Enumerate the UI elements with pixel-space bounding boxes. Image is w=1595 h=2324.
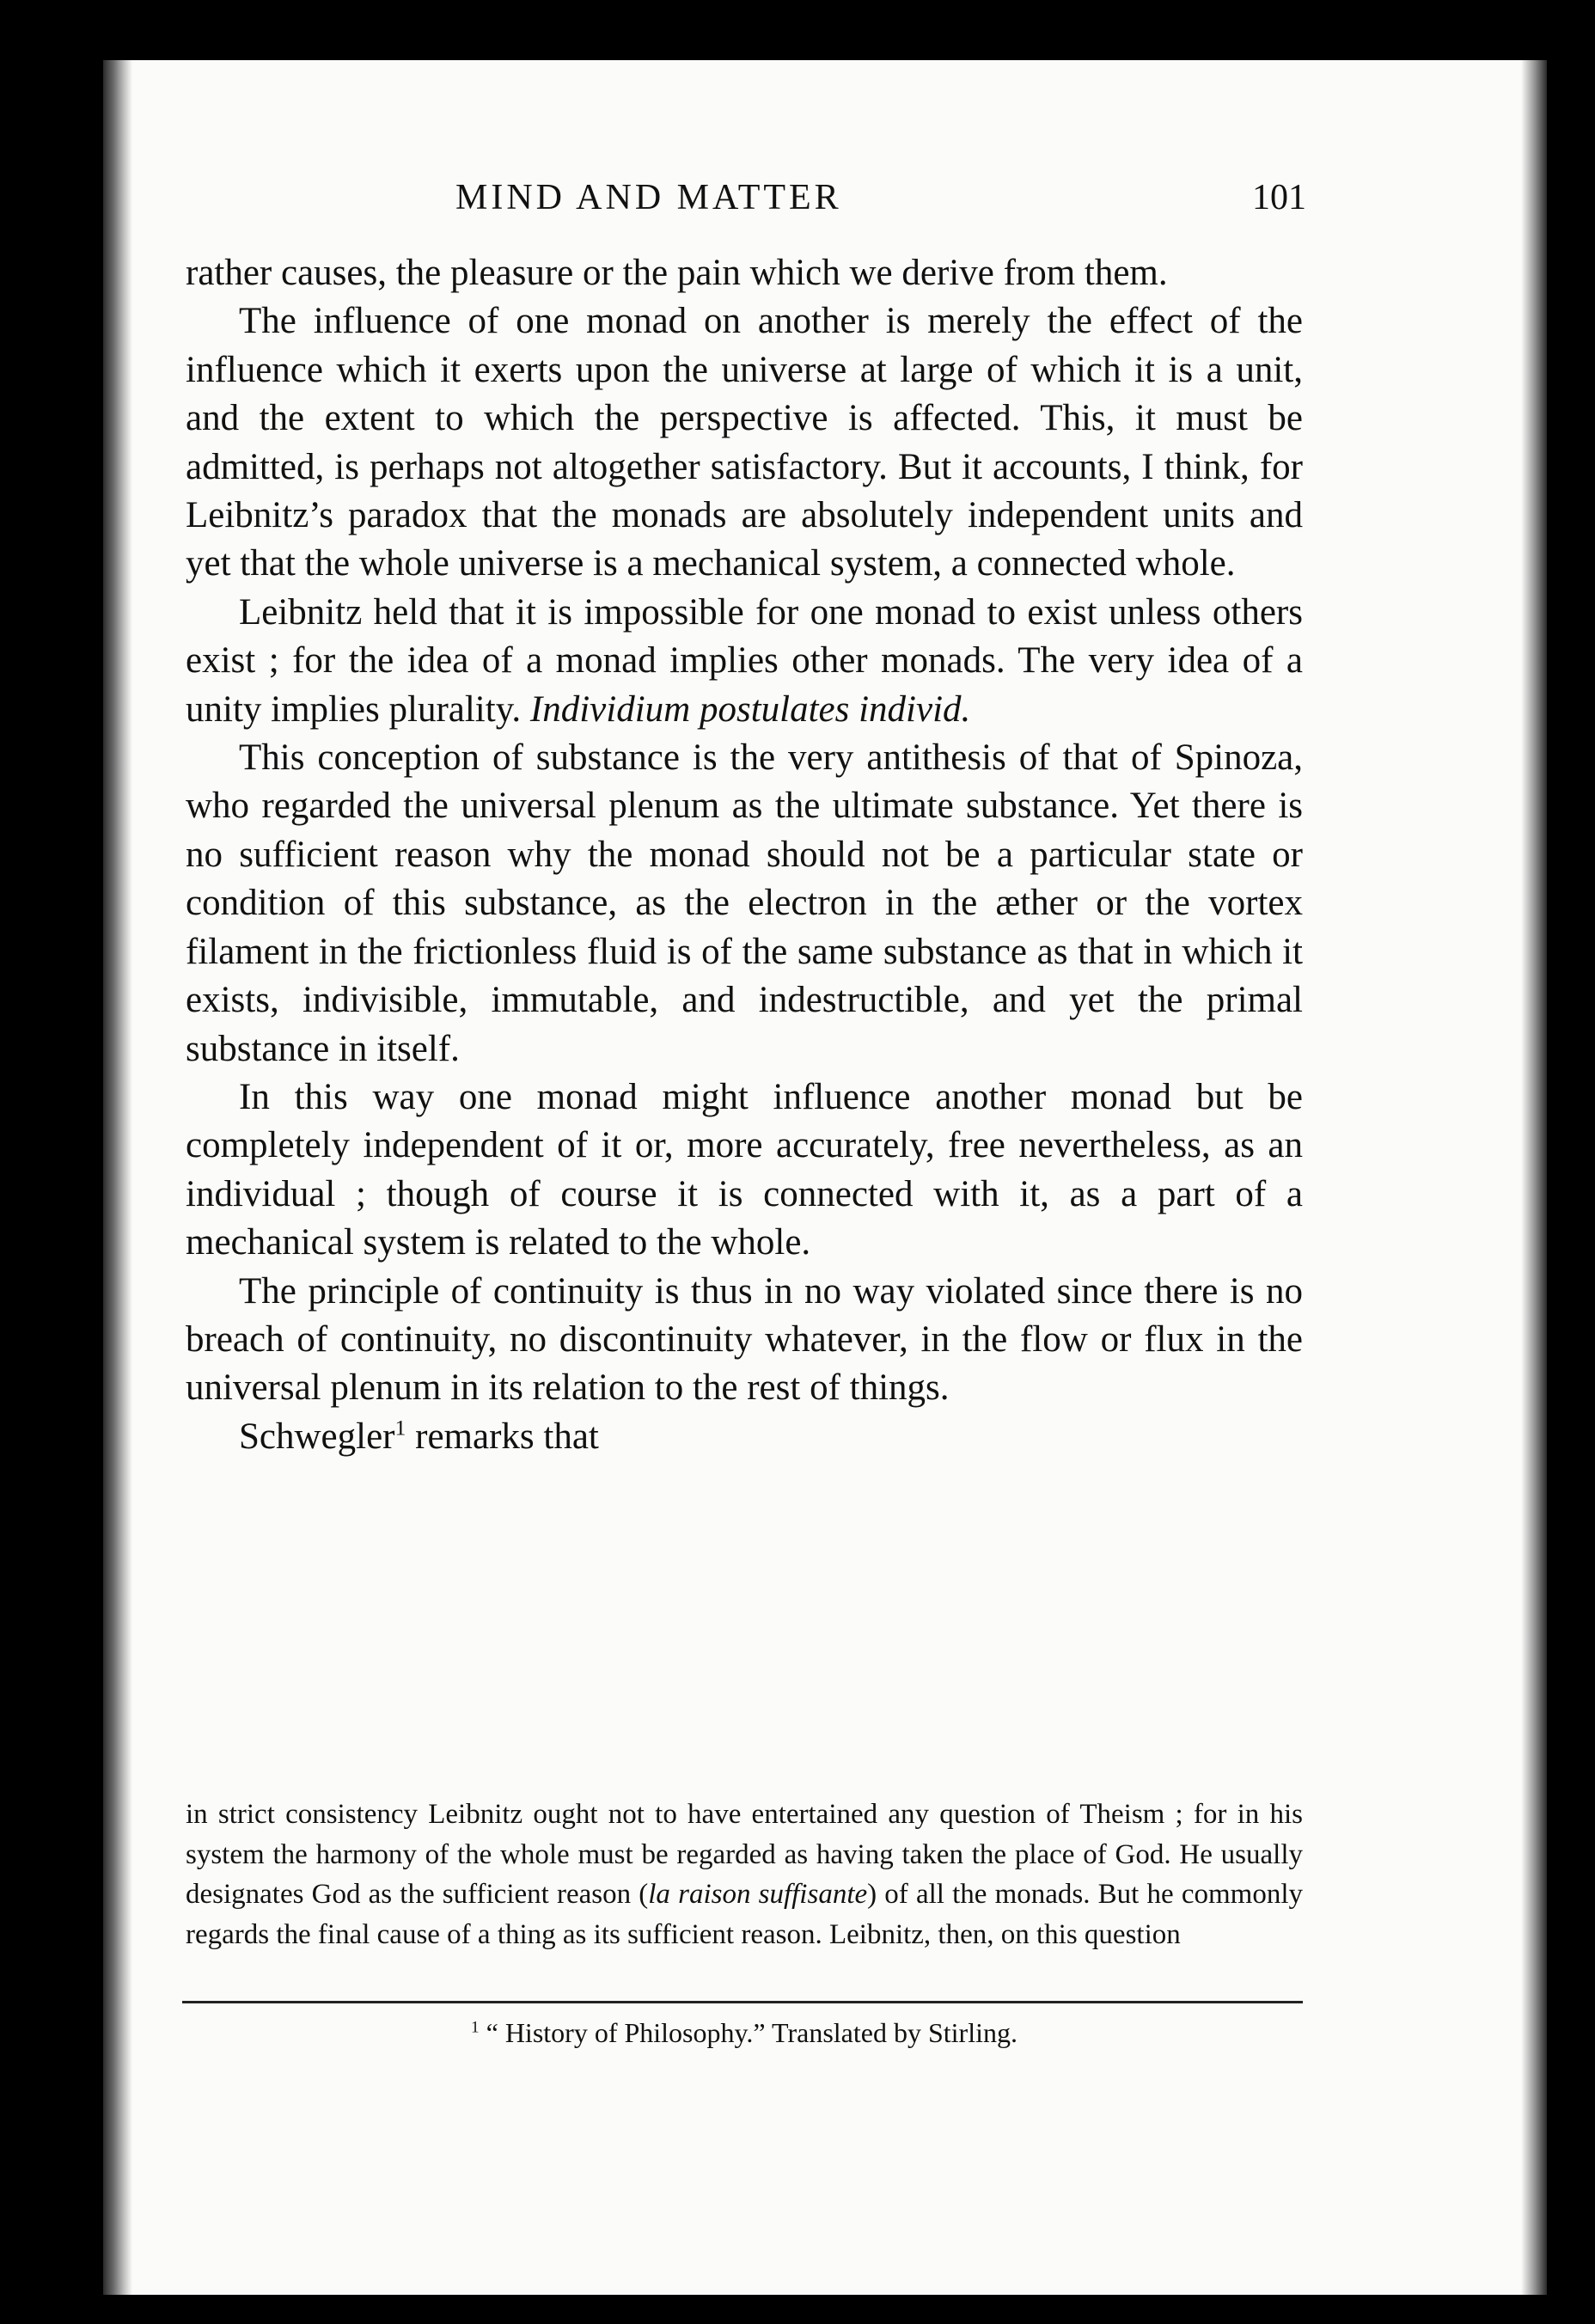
page-header [455, 177, 1306, 229]
footnote [186, 2013, 1303, 2052]
quote-part-2: ) of all the monads. But he commonly regards the final cause of a thing as its sufficient reason. Leibnitz, then, on this question [186, 1879, 1303, 1950]
footnote-text: “ History of Philosophy.” Translated by Stirling. [479, 2017, 1018, 2048]
main-text [186, 249, 1303, 1461]
quote-italic-phrase: la raison suffisante [648, 1879, 868, 1910]
paragraph-7-rest: remarks that [406, 1416, 599, 1457]
quote-part-1: in strict consistency Leibnitz ought not to have entertained any question of Theism ; for in his system the harmony of the whole must be regarded as having taken the place of God. He usually designates God as the sufficient reason ( [186, 1799, 1303, 1910]
block-quote [186, 1795, 1303, 1954]
footnote-divider [182, 2001, 1303, 2003]
author-name: Schwegler [239, 1416, 395, 1457]
page-number: 101 [1252, 178, 1306, 217]
running-title: MIND AND MATTER [455, 178, 842, 217]
paragraph-1: rather causes, the pleasure or the pain which we derive from them. [186, 253, 1168, 293]
page-gutter-shadow [103, 60, 132, 2295]
paragraph-2: The influence of one monad on another is merely the effect of the influence which it exerts upon the universe at large of which it is a unit, and the extent to which the perspective is affected. This, it must be admitted, is perhaps not altogether satisfactory. But it accounts, I think, for Leibnitz’s paradox that the monads are absolutely independent units and yet that the whole universe is a mechanical system, a connected whole. [186, 301, 1303, 584]
latin-phrase: Individium postulates individ. [529, 688, 971, 730]
page-edge-shadow [1521, 60, 1547, 2295]
footnote-reference: 1 [394, 1415, 406, 1440]
paragraph-6: The principle of continuity is thus in no way violated since there is no breach of continuity, no discontinuity whatever, in the flow or flux in the universal plenum in its relation to the rest of things. [186, 1270, 1303, 1409]
paragraph-3-text: Leibnitz held that it is impossible for one monad to exist unless others exist ; for the idea of a monad implies other monads. The very idea of a unity implies plurality. [186, 591, 1303, 730]
paragraph-4: This conception of substance is the very antithesis of that of Spinoza, who regarded the universal plenum as the ultimate substance. Yet there is no sufficient reason why the monad should not be a particular state or condition of this substance, as the electron in the æther or the vortex filament in the frictionless fluid is of the same substance as that in which it exists, indivisible, immutable, and indestructible, and yet the primal substance in itself. [186, 737, 1303, 1069]
paragraph-3 [186, 589, 1303, 734]
paragraph-7 [186, 1413, 1303, 1461]
paragraph-5: In this way one monad might influence another monad but be completely independent of it or, more accurately, free nevertheless, as an individual ; though of course it is connected with it, as a part of a mechanical system is related to the whole. [186, 1076, 1303, 1263]
footnote-marker: 1 [471, 2018, 480, 2037]
